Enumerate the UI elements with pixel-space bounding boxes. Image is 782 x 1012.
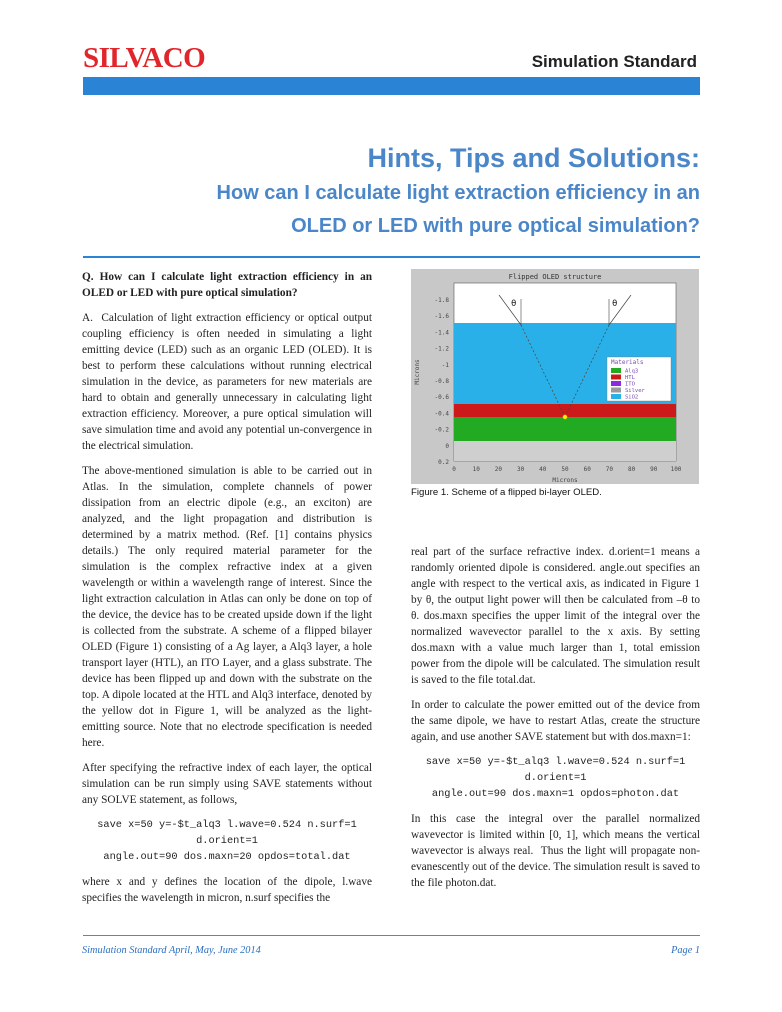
body-paragraph: In this case the integral over the parallel normalized wavevector is limited within [0, 1], which means the vertical wavevector is always real. Thus the light will propagate non-evanescently out of the device. The simulation result is saved to the file photon.dat. bbox=[411, 813, 700, 889]
body-paragraph: After specifying the refractive index of each layer, the optical simulation can be run simply using SAVE statements without any SOLVE statement, as follows, bbox=[82, 762, 372, 806]
y-tick-label: -1 bbox=[441, 361, 449, 369]
body-paragraph: The above-mentioned simulation is able to be carried out in Atlas. In the simulation, complete channels of power dissipation from an electric dipole (e.g., an exciton) are analyzed, and the light propagation and distribution is determined by a matrix method. (Ref. [1] contains physics details.) The only required material parameter for the simulation is the complex refractive index at a given wavelength or within a wavelength range of interest. Since the light extraction calculation in Atlas can only be done on top of the device, the device has to be created upside down if the light is collected from the substrate. A scheme of a flipped bilayer OLED (Figure 1) consisting of a Ag layer, a Alq3 layer, a hole transport layer (HTL), an ITO Layer, and a glass substrate. The device has been flipped up and down with the substrate on the top. A dipole located at the HTL and Alq3 interface, denoted by the yellow dot in Figure 1, will be analyzed as the light-emitting source. Note that no electrode specification is needed here. bbox=[82, 465, 372, 749]
code-block: save x=50 y=-$t_alq3 l.wave=0.524 n.surf=1 d.orient=1 angle.out=90 dos.maxn=1 opdos=photon.dat bbox=[425, 756, 686, 800]
x-tick-label: 30 bbox=[516, 466, 525, 473]
footer-divider bbox=[83, 935, 700, 936]
legend-swatch bbox=[611, 381, 621, 386]
body-paragraph: real part of the surface refractive index. d.orient=1 means a randomly oriented dipole is considered. angle.out specifies an angle with respect to the vertical axis, as indicated in Figure 1 by θ, the output light power will then be calculated from –θ to θ. dos.maxn specifies the upper limit of the integral over the normalized wavevector parallel to the x axis. By setting dos.maxn with a value much larger than 1, total emission power from the dipole will be calculated. The simulation result is saved to the file total.dat. bbox=[411, 546, 700, 686]
title-divider bbox=[83, 256, 700, 258]
y-tick-label: -0.8 bbox=[434, 378, 449, 385]
x-tick-label: 80 bbox=[627, 466, 636, 473]
x-tick-label: 40 bbox=[539, 466, 547, 473]
legend-label: Silver bbox=[625, 388, 645, 394]
header-bar bbox=[83, 77, 700, 95]
x-tick-label: 10 bbox=[472, 466, 480, 473]
code-block: save x=50 y=-$t_alq3 l.wave=0.524 n.surf=1 d.orient=1 angle.out=90 dos.maxn=20 opdos=total.dat bbox=[97, 819, 357, 863]
x-axis-label: Microns bbox=[552, 477, 578, 484]
y-axis-label: Microns bbox=[414, 359, 421, 385]
legend-label: SiO2 bbox=[625, 394, 639, 401]
theta-label-right: θ bbox=[612, 299, 618, 309]
y-tick-label: 0 bbox=[445, 442, 449, 450]
body-paragraph: In order to calculate the power emitted out of the device from the same dipole, we have to restart Atlas, create the structure again, and use another SAVE statement but with dos.maxn=1: bbox=[411, 699, 700, 743]
legend-title: Materials bbox=[611, 359, 644, 366]
dipole-dot bbox=[563, 415, 567, 419]
right-column bbox=[411, 544, 700, 900]
x-tick-label: 60 bbox=[583, 466, 591, 473]
publication-title: Simulation Standard bbox=[531, 52, 697, 71]
y-tick-label: -1.4 bbox=[434, 329, 449, 337]
y-tick-label: -1.8 bbox=[434, 297, 449, 304]
x-tick-label: 100 bbox=[670, 466, 682, 473]
y-tick-label: 0.2 bbox=[438, 459, 449, 466]
silver-layer bbox=[454, 441, 676, 461]
silvaco-logo: SILVACO bbox=[83, 42, 206, 74]
answer-paragraph: A. Calculation of light extraction efficiency or optical output coupling efficiency is often needed in simulating a light emitting device (LED) such as an organic LED (OLED). It is best to perform these calculations without running electrical simulation in the device, as parameters for new materials are hard to obtain and generally unnecessary in calculating light extraction efficiency. Moreover, a pure optical simulation will save simulation time and avoid any potential un-convergence in the electrical simulation. bbox=[82, 312, 372, 452]
plot-title: Flipped OLED structure bbox=[508, 273, 602, 281]
figure-caption: Figure 1. Scheme of a flipped bi-layer OLED. bbox=[411, 487, 602, 498]
y-tick-label: -0.4 bbox=[434, 410, 449, 418]
y-tick-label: -0.6 bbox=[434, 394, 449, 402]
question-paragraph: Q. How can I calculate light extraction efficiency in an OLED or LED with pure optical simulation? bbox=[82, 271, 372, 299]
legend-label: Alq3 bbox=[625, 368, 639, 375]
theta-label-left: θ bbox=[511, 299, 517, 309]
body-paragraph: where x and y defines the location of the dipole, l.wave specifies the wavelength in micron, n.surf specifies the bbox=[82, 876, 372, 904]
legend-swatch bbox=[611, 388, 621, 393]
x-tick-label: 50 bbox=[561, 466, 569, 473]
article-title-line-2: OLED or LED with pure optical simulation? bbox=[291, 215, 700, 237]
oled-structure-plot bbox=[411, 269, 699, 484]
x-tick-label: 20 bbox=[494, 466, 503, 473]
y-tick-label: -0.2 bbox=[434, 426, 449, 434]
x-tick-label: 70 bbox=[605, 466, 614, 473]
legend-swatch bbox=[611, 375, 621, 380]
alq3-layer bbox=[454, 417, 676, 441]
figure-1 bbox=[411, 269, 699, 484]
legend-label: ITO bbox=[625, 381, 635, 388]
x-tick-label: 90 bbox=[650, 466, 658, 473]
legend-swatch bbox=[611, 394, 621, 399]
footer-issue: Simulation Standard April, May, June 2014 bbox=[82, 945, 261, 956]
x-tick-label: 0 bbox=[452, 466, 456, 473]
left-column bbox=[82, 269, 372, 915]
y-tick-label: -1.6 bbox=[434, 313, 449, 321]
legend-swatch bbox=[611, 368, 621, 373]
y-tick-label: -1.2 bbox=[434, 345, 449, 353]
article-section-title: Hints, Tips and Solutions: bbox=[367, 143, 700, 173]
article-title-line-1: How can I calculate light extraction efficiency in an bbox=[216, 182, 700, 204]
legend-label: HTL bbox=[625, 375, 635, 381]
page-number: Page 1 bbox=[671, 945, 700, 956]
